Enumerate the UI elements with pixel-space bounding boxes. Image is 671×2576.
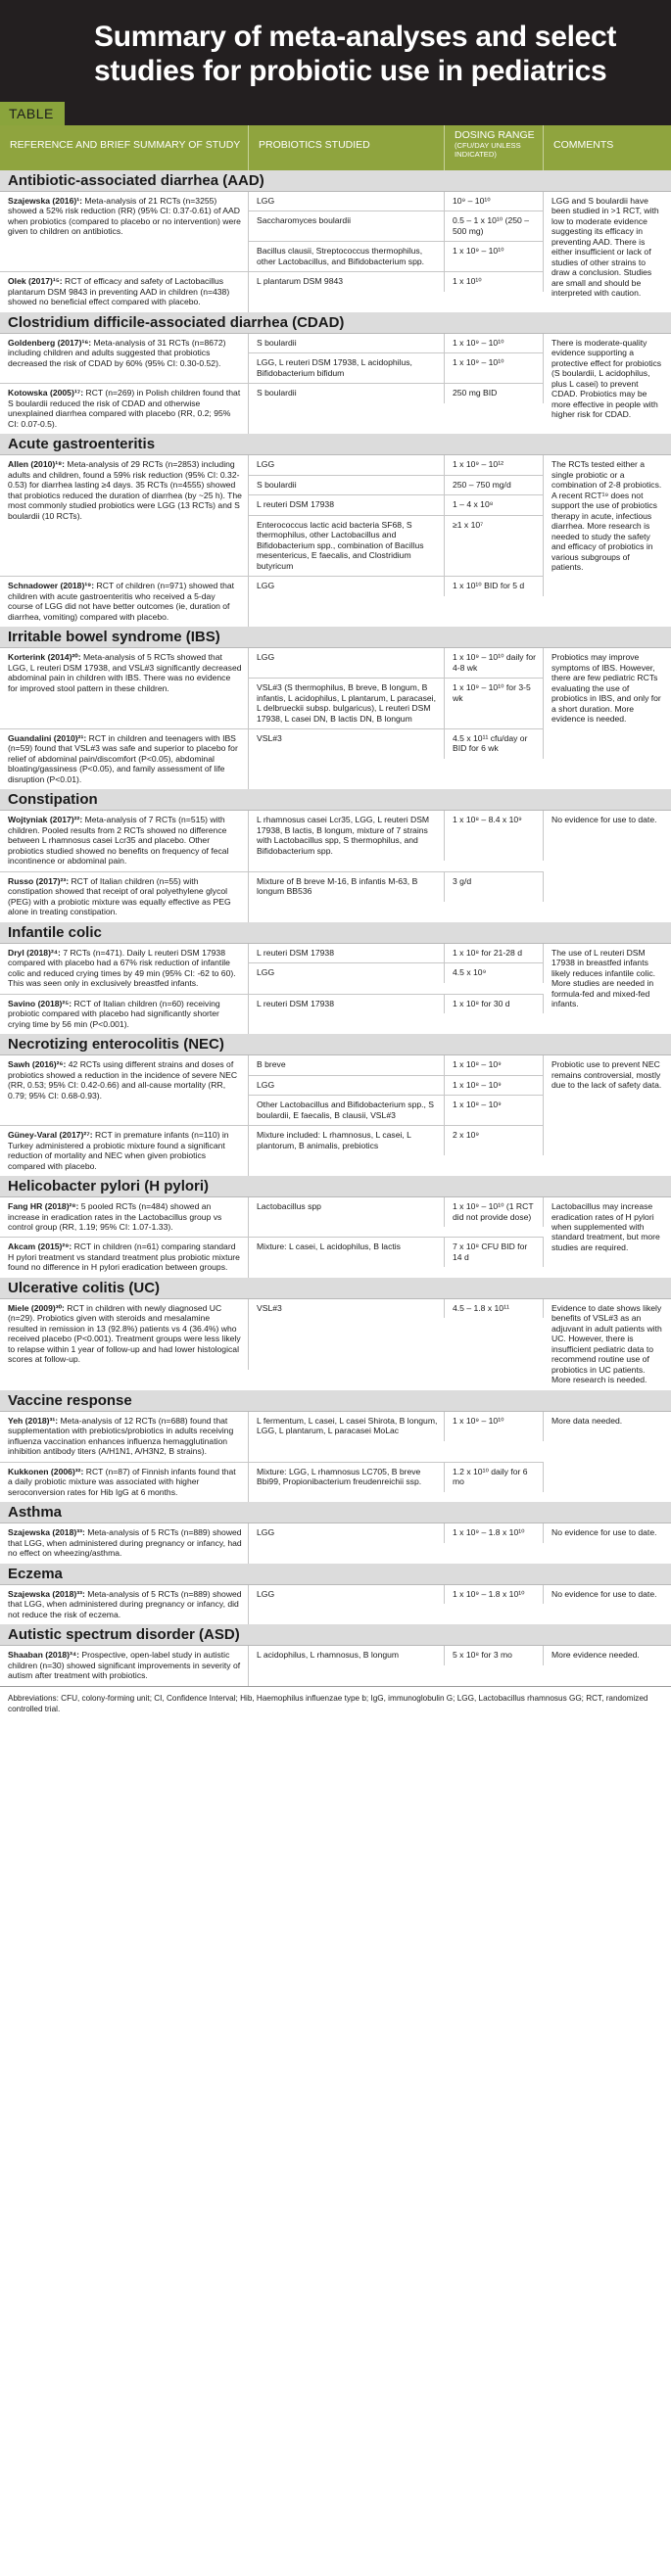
- column-header-dose-label: DOSING RANGE: [455, 129, 535, 141]
- probiotic-dose: 1 x 10⁸ – 10⁹: [445, 1096, 544, 1125]
- study-summary: Meta-analysis of 5 RCTs (n=889) showed that LGG, when administered during pregnancy or infancy, did not reduce the risk of eczema.: [8, 1588, 242, 1619]
- column-header-comments: COMMENTS: [553, 139, 614, 151]
- probiotic-row: [249, 1646, 544, 1664]
- probiotic-row: [249, 1412, 544, 1441]
- study-author: Guandalini (2010)²¹:: [8, 732, 87, 743]
- probiotic-dose: 7 x 10⁸ CFU BID for 14 d: [445, 1238, 544, 1267]
- probiotic-name: Lactobacillus spp: [249, 1197, 445, 1227]
- section-comment: No evidence for use to date.: [551, 1527, 657, 1538]
- section-comment: No evidence for use to date.: [551, 815, 657, 825]
- probiotic-name: Enterococcus lactic acid bacteria SF68, S thermophilus, other Lactobacillus and Bifidobacterium spp., combination of Bacillus mesentericus, E faecalis, and Clostridium butyricum: [249, 516, 445, 576]
- probiotic-name: VSL#3: [249, 1299, 445, 1318]
- probiotic-dose: ≥1 x 10⁷: [445, 516, 544, 576]
- probiotic-name: L reuteri DSM 17938: [249, 495, 445, 514]
- section-comment: The RCTs tested either a single probiotic or a combination of 2-8 probiotics. A recent RCT¹⁹ does not support the use of probiotics therapy in acute, infectious diarrhea. More research is needed to study the safety and efficacy of probiotics in various subgroups of patients.: [551, 459, 662, 573]
- study-row: [0, 1646, 544, 1685]
- study-summary: Meta-analysis of 7 RCTs (n=515) with children. Pooled results from 2 RCTs showed no difference between L rhamnosus casei Lcr35 and placebo. Other probiotics studied showed no benefits on frequency of fecal incontinence or abdominal pain.: [8, 815, 229, 866]
- probiotic-row: [249, 1585, 544, 1604]
- study-author: Korterink (2014)²⁰:: [8, 652, 81, 663]
- abbreviations-footer: Abbreviations: CFU, colony-forming unit; CI, Confidence Interval; Hib, Haemophilus influenzae type b; IgG, immunoglobulin G; LGG, Lactobacillus rhamnosus GG; RCT, randomized controlled trial.: [0, 1686, 671, 1720]
- study-reference: [0, 729, 249, 789]
- study-author: Russo (2017)²³:: [8, 875, 70, 886]
- probiotic-dose: 1 x 10⁸ – 8.4 x 10⁹: [445, 811, 544, 861]
- study-row: [0, 995, 544, 1034]
- section-heading: Helicobacter pylori (H pylori): [0, 1176, 671, 1197]
- study-reference: [0, 872, 249, 922]
- probiotic-row: [249, 334, 544, 353]
- study-summary: RCT in children with newly diagnosed UC (n=29). Probiotics given with steroids and mesalamine resulted in remission in 13 (92.8%) patients vs 4 (36.4%) who received placebo (P<0.001). Treatment groups were less likely to relapse within 1 year of follow-up and had lower histological scores at follow-up.: [8, 1302, 241, 1365]
- section-heading: Irritable bowel syndrome (IBS): [0, 627, 671, 648]
- study-summary: Meta-analysis of 12 RCTs (n=688) found that supplementation with prebiotics/probiotics in adults receiving influenza vaccination enhances influenza hemagglutination inhibition antibody titers (A/H1N1, A/H3N2, B strains).: [8, 1415, 234, 1457]
- probiotic-row: [249, 455, 544, 475]
- study-probiotics: [249, 872, 544, 922]
- section-studies: [0, 455, 544, 627]
- probiotic-name: LGG: [249, 1076, 445, 1095]
- study-summary: 5 pooled RCTs (n=484) showed an increase in eradication rates in the Lactobacillus group vs control group (RR, 1.19; 95% CI: 1.07-1.33).: [8, 1201, 222, 1232]
- probiotic-row: [249, 242, 544, 271]
- probiotic-name: S boulardii: [249, 384, 445, 402]
- section-heading: Infantile colic: [0, 922, 671, 944]
- section-body: [0, 1412, 671, 1502]
- probiotic-dose: 1 x 10⁹ – 10¹⁰ for 3-5 wk: [445, 679, 544, 728]
- study-summary: RCT in children (n=61) comparing standard H pylori treatment vs standard treatment plus probiotic mixture found no difference in H pylori eradication between groups.: [8, 1241, 240, 1273]
- study-reference: [0, 1412, 249, 1462]
- study-author: Schnadower (2018)¹⁹:: [8, 581, 95, 591]
- study-summary: RCT of Italian children (n=55) with constipation showed that receipt of oral polyethylene glycol (PEG) with a probiotic mixture was equally effective as PEG alone in treating constipation.: [8, 875, 231, 917]
- section-heading: Antibiotic-associated diarrhea (AAD): [0, 170, 671, 192]
- page-title: Summary of meta-analyses and select studies for probiotic use in pediatrics: [94, 21, 617, 87]
- study-row: [0, 1412, 544, 1463]
- study-author: Olek (2017)¹⁵:: [8, 276, 63, 287]
- probiotic-dose: 1 x 10⁸ for 21-28 d: [445, 944, 544, 962]
- study-summary: Meta-analysis of 5 RCTs (n=889) showed that LGG, when administered during pregnancy or infancy, had no effect on wheezing/asthma.: [8, 1527, 242, 1559]
- section-studies: [0, 192, 544, 312]
- section-comment: More data needed.: [551, 1415, 623, 1426]
- study-reference: [0, 334, 249, 383]
- probiotic-row: [249, 211, 544, 242]
- study-probiotics: [249, 1299, 544, 1370]
- probiotic-name: Mixture: LGG, L rhamnosus LC705, B breve Bbi99, Propionibacterium freudenreichii ssp.: [249, 1463, 445, 1492]
- study-reference: [0, 944, 249, 994]
- study-reference: [0, 1299, 249, 1370]
- probiotic-dose: 5 x 10⁸ for 3 mo: [445, 1646, 544, 1664]
- section-comment: LGG and S boulardii have been studied in >1 RCT, with low to moderate evidence suggesting its efficacy in preventing AAD. There is either insufficient or lack of studies of other strains to draw a conclusion. Studies are small and should be interpreted with caution.: [551, 196, 659, 299]
- section-body: [0, 1523, 671, 1563]
- study-reference: [0, 1523, 249, 1563]
- study-probiotics: [249, 729, 544, 789]
- section-body: [0, 455, 671, 627]
- study-probiotics: [249, 334, 544, 383]
- section-studies: [0, 1585, 544, 1624]
- probiotic-dose: 1 – 4 x 10⁸: [445, 495, 544, 514]
- study-row: [0, 455, 544, 577]
- study-summary: Meta-analysis of 29 RCTs (n=2853) including adults and children, found a 59% risk reduction (95% CI: 0.32-0.53) for diarrhea lasting ≥4 days. 35 RCTs (n=4555) showed that probiotics reduced the duration of diarrhea (by ~25 h). The most commonly studied probiotics were LGG (13 RCTs) and S boulardii (10 RCTs).: [8, 459, 242, 521]
- study-row: [0, 1299, 544, 1370]
- probiotic-dose: 250 mg BID: [445, 384, 544, 402]
- probiotic-dose: 1 x 10⁹ – 10¹⁰: [445, 334, 544, 352]
- section-body: [0, 334, 671, 434]
- study-probiotics: [249, 1523, 544, 1563]
- study-row: [0, 1463, 544, 1502]
- probiotic-row: [249, 811, 544, 861]
- study-reference: [0, 648, 249, 728]
- study-row: [0, 334, 544, 384]
- study-summary: RCT (n=269) in Polish children found that S boulardii reduced the risk of CDAD and otherwise unexplained diarrhea compared with placebo (RR, 0.2; 95% CI: 0.07-0.5).: [8, 388, 241, 429]
- study-summary: RCT of efficacy and safety of Lactobacillus plantarum DSM 9843 in preventing AAD in children (n=438) showed no beneficial effect compared with placebo.: [8, 276, 230, 307]
- section-studies: [0, 334, 544, 434]
- probiotic-dose: 1 x 10⁹ – 10¹⁰ (1 RCT did not provide dose): [445, 1197, 544, 1227]
- section-studies: [0, 1412, 544, 1502]
- study-reference: [0, 1585, 249, 1624]
- study-probiotics: [249, 1463, 544, 1502]
- probiotic-row: [249, 476, 544, 495]
- probiotic-dose: 1 x 10⁹ – 10¹⁰: [445, 1412, 544, 1441]
- probiotic-dose: 4.5 x 10⁹: [445, 963, 544, 982]
- probiotic-name: LGG: [249, 577, 445, 595]
- probiotic-dose: 0.5 – 1 x 10¹⁰ (250 – 500 mg): [445, 211, 544, 241]
- study-reference: [0, 192, 249, 271]
- section-heading: Vaccine response: [0, 1390, 671, 1412]
- section-body: [0, 1299, 671, 1390]
- column-header-probiotics: PROBIOTICS STUDIED: [249, 125, 445, 170]
- study-reference: [0, 995, 249, 1034]
- section-body: [0, 811, 671, 921]
- study-summary: RCT in premature infants (n=110) in Turkey administered a probiotic mixture found a significant reduction of mortality and NEC when given probiotics compared with placebo.: [8, 1130, 229, 1171]
- study-summary: 7 RCTs (n=471). Daily L reuteri DSM 17938 compared with placebo had a 67% risk reduction of infantile colic and reduced crying times by 49 min (95% CI: -62 to 60). This was seen only in exclusively breastfed infants.: [8, 947, 236, 989]
- column-header-dose: [445, 125, 544, 170]
- probiotic-dose: 1 x 10⁸ – 10⁹: [445, 1055, 544, 1074]
- study-reference: [0, 384, 249, 434]
- probiotic-name: L reuteri DSM 17938: [249, 944, 445, 962]
- section-studies: [0, 648, 544, 789]
- study-author: Wojtyniak (2017)²²:: [8, 815, 83, 825]
- study-reference: [0, 1055, 249, 1125]
- section-body: [0, 648, 671, 789]
- probiotic-name: Saccharomyces boulardii: [249, 211, 445, 241]
- probiotic-dose: 4.5 x 10¹¹ cfu/day or BID for 6 wk: [445, 729, 544, 759]
- probiotic-name: LGG: [249, 1585, 445, 1604]
- study-author: Sawh (2016)²⁶:: [8, 1059, 67, 1070]
- study-summary: Meta-analysis of 5 RCTs showed that LGG, L reuteri DSM 17938, and VSL#3 significantly decreased abdominal pain in children with IBS. There was no evidence for improved stool pattern in these children.: [8, 652, 242, 693]
- study-row: [0, 1055, 544, 1126]
- section-studies: [0, 1197, 544, 1278]
- table-body: [0, 170, 671, 1686]
- probiotic-row: [249, 192, 544, 211]
- probiotic-name: Other Lactobacillus and Bifidobacterium spp., S boulardii, E faecalis, B clausii, VSL#3: [249, 1096, 445, 1125]
- study-probiotics: [249, 1646, 544, 1685]
- probiotic-name: LGG: [249, 963, 445, 982]
- probiotic-dose: 1 x 10⁹ – 10¹²: [445, 455, 544, 474]
- study-reference: [0, 455, 249, 576]
- probiotic-dose: 1 x 10⁹ – 1.8 x 10¹⁰: [445, 1523, 544, 1542]
- study-author: Yeh (2018)³¹:: [8, 1415, 59, 1426]
- section-studies: [0, 1646, 544, 1685]
- study-reference: [0, 1463, 249, 1502]
- probiotic-name: Bacillus clausii, Streptococcus thermophilus, other Lactobacillus, and Bifidobacterium spp.: [249, 242, 445, 271]
- study-probiotics: [249, 272, 544, 311]
- section-body: [0, 944, 671, 1034]
- study-probiotics: [249, 944, 544, 994]
- study-row: [0, 872, 544, 922]
- probiotic-name: S boulardii: [249, 334, 445, 352]
- study-author: Kukkonen (2006)³²:: [8, 1466, 84, 1476]
- table-tag: TABLE: [0, 102, 65, 125]
- probiotic-row: [249, 272, 544, 291]
- probiotic-row: [249, 1523, 544, 1542]
- probiotic-dose: 1.2 x 10¹⁰ daily for 6 mo: [445, 1463, 544, 1492]
- probiotic-row: [249, 944, 544, 963]
- study-probiotics: [249, 995, 544, 1034]
- section-body: [0, 1646, 671, 1685]
- study-reference: [0, 1126, 249, 1176]
- section-heading: Autistic spectrum disorder (ASD): [0, 1624, 671, 1646]
- section-body: [0, 1197, 671, 1278]
- study-reference: [0, 1238, 249, 1277]
- study-row: [0, 811, 544, 871]
- study-author: Savino (2018)²⁵:: [8, 998, 72, 1008]
- probiotic-row: [249, 516, 544, 576]
- probiotic-row: [249, 1197, 544, 1227]
- probiotic-row: [249, 648, 544, 679]
- study-probiotics: [249, 1197, 544, 1237]
- probiotic-dose: 4.5 – 1.8 x 10¹¹: [445, 1299, 544, 1318]
- probiotic-name: VSL#3: [249, 729, 445, 759]
- probiotic-row: [249, 729, 544, 759]
- probiotic-row: [249, 384, 544, 402]
- probiotic-dose: 3 g/d: [445, 872, 544, 902]
- study-probiotics: [249, 811, 544, 870]
- probiotic-row: [249, 963, 544, 982]
- study-author: Shaaban (2018)³⁴:: [8, 1650, 80, 1661]
- probiotic-row: [249, 353, 544, 383]
- study-probiotics: [249, 455, 544, 576]
- study-row: [0, 1197, 544, 1238]
- probiotic-dose: 1 x 10⁹ – 1.8 x 10¹⁰: [445, 1585, 544, 1604]
- study-reference: [0, 811, 249, 870]
- study-reference: [0, 1646, 249, 1685]
- study-summary: RCT in children and teenagers with IBS (n=59) found that VSL#3 was safe and superior to placebo for relief of abdominal pain/discomfort (P<0.05), abdominal bloating/gassiness (P<0.05), and family assessment of life disruption (P<0.01).: [8, 732, 238, 784]
- probiotic-name: Mixture of B breve M-16, B infantis M-63, B longum BB536: [249, 872, 445, 902]
- probiotic-row: [249, 1126, 544, 1155]
- study-author: Miele (2009)³⁰:: [8, 1302, 65, 1313]
- probiotic-name: LGG: [249, 455, 445, 474]
- probiotic-name: L fermentum, L casei, L casei Shirota, B longum, LGG, L plantarum, L paracasei MoLac: [249, 1412, 445, 1441]
- study-probiotics: [249, 577, 544, 627]
- study-author: Güney-Varal (2017)²⁷:: [8, 1130, 93, 1141]
- probiotic-row: [249, 1299, 544, 1318]
- study-probiotics: [249, 648, 544, 728]
- section-studies: [0, 1055, 544, 1176]
- probiotic-row: [249, 495, 544, 515]
- study-author: Kotowska (2005)¹⁷:: [8, 388, 84, 398]
- probiotic-name: B breve: [249, 1055, 445, 1074]
- study-probiotics: [249, 1585, 544, 1624]
- study-author: Szajewska (2016)¹:: [8, 196, 82, 206]
- section-heading: Eczema: [0, 1564, 671, 1585]
- study-row: [0, 729, 544, 789]
- column-header-dose-sub: (CFU/DAY UNLESS INDICATED): [455, 141, 521, 159]
- section-comment: The use of L reuteri DSM 17938 in breastfed infants likely reduces infantile colic. More studies are needed in formula-fed and mixed-fed infants.: [551, 947, 656, 1009]
- probiotic-name: LGG: [249, 648, 445, 678]
- probiotic-name: Mixture: L casei, L acidophilus, B lactis: [249, 1238, 445, 1267]
- section-heading: Necrotizing enterocolitis (NEC): [0, 1034, 671, 1055]
- probiotic-dose: 1 x 10⁹ – 10¹⁰: [445, 353, 544, 383]
- probiotic-row: [249, 1055, 544, 1075]
- section-studies: [0, 944, 544, 1034]
- probiotic-name: LGG: [249, 192, 445, 211]
- probiotic-name: VSL#3 (S thermophilus, B breve, B longum, B infantis, L acidophilus, L plantarum, L paracasei, L delbrueckii subsp. bulgaricus), L reuteri DSM 17938, L casei DN, B lactis DN, B longum: [249, 679, 445, 728]
- probiotic-row: [249, 1096, 544, 1125]
- section-comment: Evidence to date shows likely benefits of VSL#3 as an adjuvant in adult patients with UC. However, there is insufficient pediatric data to recommend routine use of probiotics in UC patients. More research is needed.: [551, 1302, 662, 1385]
- section-studies: [0, 811, 544, 921]
- study-author: Akcam (2015)²⁹:: [8, 1241, 72, 1252]
- study-row: [0, 577, 544, 627]
- section-comment: Lactobacillus may increase eradication rates of H pylori when supplemented with standard treatment, but more studies are required.: [551, 1201, 660, 1252]
- study-author: Goldenberg (2017)¹⁶:: [8, 337, 92, 348]
- probiotic-name: LGG: [249, 1523, 445, 1542]
- section-body: [0, 1055, 671, 1176]
- probiotic-name: Mixture included: L rhamnosus, L casei, L plantorum, B animalis, prebiotics: [249, 1126, 445, 1155]
- study-row: [0, 1523, 544, 1563]
- study-row: [0, 1126, 544, 1176]
- section-heading: Acute gastroenteritis: [0, 434, 671, 455]
- study-probiotics: [249, 1238, 544, 1277]
- probiotic-dose: 1 x 10⁹ – 10¹⁰: [445, 242, 544, 271]
- study-probiotics: [249, 1055, 544, 1125]
- study-author: Szajewska (2018)³³:: [8, 1588, 85, 1599]
- probiotic-row: [249, 1463, 544, 1492]
- section-heading: Clostridium difficile-associated diarrhea (CDAD): [0, 312, 671, 334]
- section-comment: There is moderate-quality evidence supporting a protective effect for probiotics (S boulardii, L acidophilus, plus L casei) to prevent CDAD. Probiotics may be more effective in people with higher risk for CDAD.: [551, 337, 662, 420]
- column-header-reference: REFERENCE AND BRIEF SUMMARY OF STUDY: [0, 125, 249, 170]
- study-probiotics: [249, 1126, 544, 1176]
- probiotic-dose: 1 x 10¹⁰ BID for 5 d: [445, 577, 544, 595]
- probiotic-row: [249, 1076, 544, 1096]
- section-comment: Probiotics may improve symptoms of IBS. However, there are few pediatric RCTs evaluating the use of probiotics in IBS, and only for a short duration. More evidence is needed.: [551, 652, 661, 724]
- section-studies: [0, 1523, 544, 1563]
- study-probiotics: [249, 192, 544, 271]
- section-body: [0, 1585, 671, 1624]
- study-summary: RCT (n=87) of Finnish infants found that a daily probiotic mixture was associated with higher seroconversion rates for Hib IgG at 6 months.: [8, 1466, 236, 1497]
- study-row: [0, 944, 544, 995]
- section-heading: Asthma: [0, 1502, 671, 1523]
- study-author: Dryl (2018)²⁴:: [8, 947, 61, 958]
- study-summary: Meta-analysis of 21 RCTs (n=3255) showed a 52% risk reduction (RR) (95% CI: 0.37-0.61) of AAD when probiotics (compared to placebo or no intervention) were given to children on antibiotics.: [8, 196, 241, 237]
- probiotic-name: L acidophilus, L rhamnosus, B longum: [249, 1646, 445, 1664]
- probiotic-dose: 10⁹ – 10¹⁰: [445, 192, 544, 211]
- probiotic-dose: 1 x 10⁸ for 30 d: [445, 995, 544, 1013]
- study-probiotics: [249, 1412, 544, 1462]
- section-comment: Probiotic use to prevent NEC remains controversial, mostly due to the lack of safety data.: [551, 1059, 662, 1091]
- study-row: [0, 1238, 544, 1277]
- study-row: [0, 272, 544, 311]
- study-row: [0, 1585, 544, 1624]
- study-row: [0, 648, 544, 729]
- probiotic-name: LGG, L reuteri DSM 17938, L acidophilus, Bifidobacterium bifidum: [249, 353, 445, 383]
- study-summary: Meta-analysis of 31 RCTs (n=8672) including children and adults suggested that probiotics decreased the risk of CDAD by 60% (95% CI: 0.30-0.52).: [8, 337, 226, 368]
- section-body: [0, 192, 671, 312]
- study-reference: [0, 1197, 249, 1237]
- study-author: Allen (2010)¹⁸:: [8, 459, 66, 470]
- column-header-row: [0, 125, 671, 170]
- study-summary: 42 RCTs using different strains and doses of probiotics showed a reduction in the incidence of severe NEC (RR, 0.53; 95% CI: 0.42-0.66) and all-cause mortality (RR, 0.79; 95% CI: 0.68-0.93).: [8, 1059, 238, 1101]
- probiotic-dose: 1 x 10⁸ – 10⁹: [445, 1076, 544, 1095]
- probiotic-row: [249, 679, 544, 728]
- probiotic-row: [249, 1238, 544, 1267]
- study-reference: [0, 272, 249, 311]
- study-summary: Prospective, open-label study in autistic children (n=30) showed significant improvements in severity of autism after treatment with probiotics.: [8, 1650, 241, 1681]
- probiotic-row: [249, 872, 544, 902]
- probiotic-dose: 1 x 10¹⁰: [445, 272, 544, 291]
- probiotic-name: S boulardii: [249, 476, 445, 494]
- study-reference: [0, 577, 249, 627]
- study-author: Fang HR (2018)²⁸:: [8, 1201, 79, 1212]
- probiotic-row: [249, 577, 544, 595]
- section-studies: [0, 1299, 544, 1390]
- probiotic-name: L rhamnosus casei Lcr35, LGG, L reuteri DSM 17938, B lactis, B longum, mixture of 7 strains with Lactobacillus spp, S thermophilus, and Bifidobacterium spp.: [249, 811, 445, 861]
- probiotic-dose: 2 x 10⁹: [445, 1126, 544, 1155]
- study-summary: RCT of children (n=971) showed that children with acute gastroenteritis who received a 5-day course of LGG did not have better outcomes (ie, duration of diarrhea, vomiting) compared with placebo.: [8, 581, 235, 622]
- section-comment: More evidence needed.: [551, 1650, 640, 1661]
- probiotic-row: [249, 995, 544, 1013]
- section-comment: No evidence for use to date.: [551, 1588, 657, 1599]
- section-heading: Ulcerative colitis (UC): [0, 1278, 671, 1299]
- table-header-banner: [0, 0, 671, 125]
- study-probiotics: [249, 384, 544, 434]
- probiotic-name: L plantarum DSM 9843: [249, 272, 445, 291]
- probiotic-dose: 1 x 10⁹ – 10¹⁰ daily for 4-8 wk: [445, 648, 544, 678]
- probiotic-name: L reuteri DSM 17938: [249, 995, 445, 1013]
- study-summary: RCT of Italian children (n=60) receiving probiotic compared with placebo had significantly shorter crying time by 56 min (P<0.001).: [8, 998, 220, 1029]
- probiotic-dose: 250 – 750 mg/d: [445, 476, 544, 494]
- study-author: Szajewska (2018)³³:: [8, 1527, 85, 1538]
- study-row: [0, 384, 544, 434]
- section-heading: Constipation: [0, 789, 671, 811]
- study-row: [0, 192, 544, 272]
